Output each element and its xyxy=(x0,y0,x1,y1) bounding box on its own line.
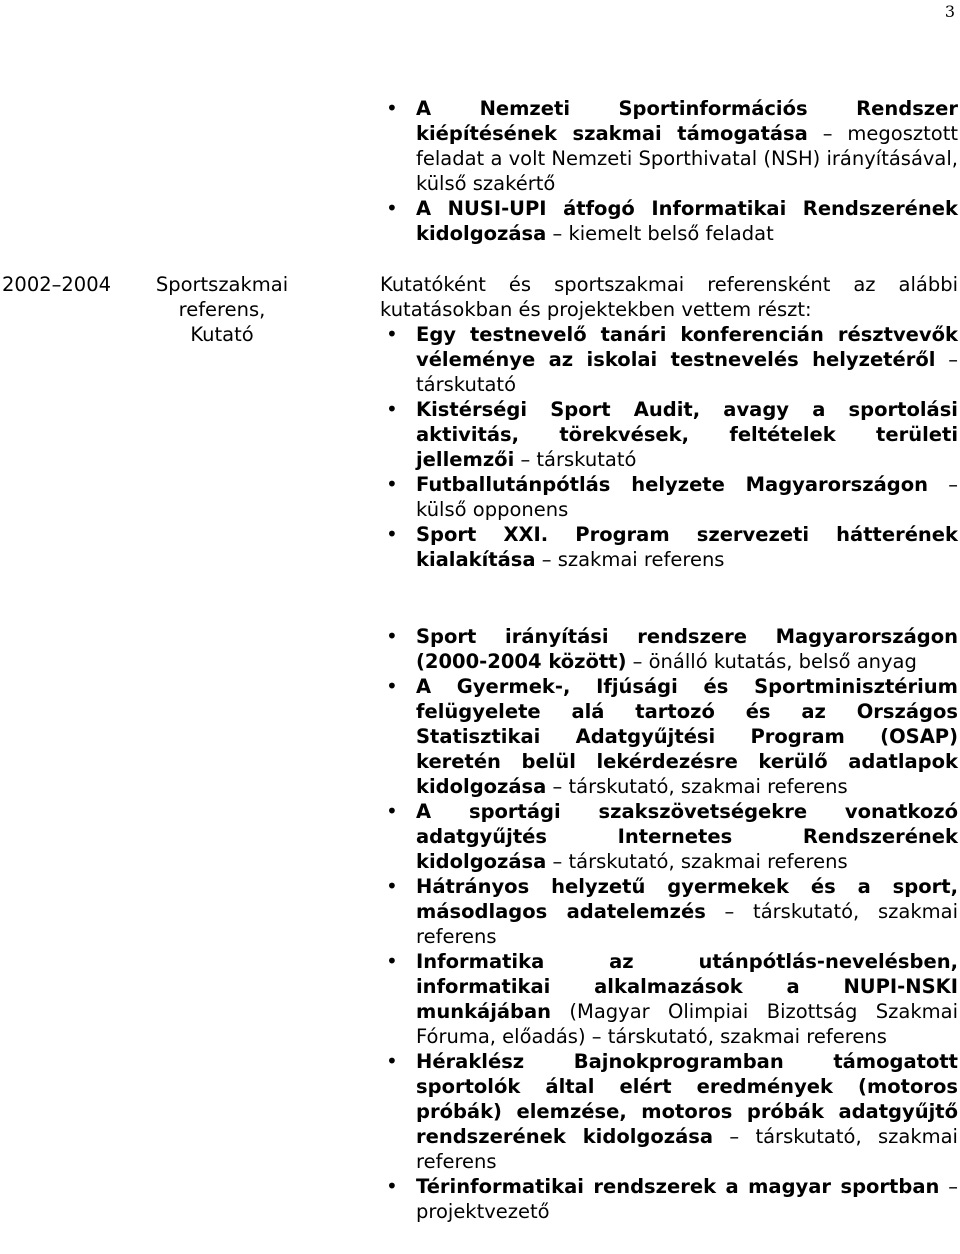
activity-title: Héraklész Bajnokprogramban támogatott sportolók által elért eredmények (motoros próbák) elemzése, motoros próbák adatgyűjtő rendszerének kidolgozása xyxy=(416,1050,958,1148)
activity-title: Egy testnevelő tanári konferencián résztvevők véleménye az iskolai testnevelés helyzetéről xyxy=(416,323,958,371)
activity-role: – szakmai referens xyxy=(535,548,725,571)
activity-role: – társkutató, szakmai referens xyxy=(546,775,848,798)
activity-role: – társkutató, szakmai referens xyxy=(416,1125,958,1173)
activity-item xyxy=(380,397,958,472)
cv-content xyxy=(380,272,958,572)
activity-title: Térinformatikai rendszerek a magyar sportban xyxy=(416,1175,940,1198)
entry-intro: Kutatóként és sportszakmai referensként az alábbi kutatásokban és projektekben vettem részt: xyxy=(380,273,958,321)
activity-role: (Magyar Olimpiai Bizottság Szakmai Fóruma, előadás) – társkutató, szakmai referens xyxy=(416,1000,958,1048)
activity-title: Hátrányos helyzetű gyermekek és a sport, másodlagos adatelemzés xyxy=(416,875,958,923)
activity-title: Futballutánpótlás helyzete Magyarországon xyxy=(416,473,929,496)
activity-title: Sport irányítási rendszere Magyarországon (2000-2004 között) xyxy=(416,625,958,673)
activity-item xyxy=(380,522,958,572)
activity-role: – projektvezető xyxy=(416,1175,958,1223)
activity-item xyxy=(380,1049,958,1174)
cv-content xyxy=(380,96,958,246)
activity-title: A sportági szakszövetségekre vonatkozó adatgyűjtés Internetes Rendszerének kidolgozása xyxy=(416,800,958,873)
entry-years: 2002–2004 xyxy=(2,273,112,296)
activity-title: Kistérségi Sport Audit, avagy a sportolási aktivitás, törekvések, feltételek területi jellemzői xyxy=(416,398,958,471)
activity-title: A Nemzeti Sportinformációs Rendszer kiépítésének szakmai támogatása xyxy=(416,97,958,145)
activity-title: Informatika az utánpótlás-nevelésben, informatikai alkalmazások a NUPI-NSKI munkájában xyxy=(416,950,958,1023)
activity-item xyxy=(380,1174,958,1224)
activity-title: A NUSI-UPI átfogó Informatikai Rendszerének kidolgozása xyxy=(416,197,958,245)
activity-list xyxy=(380,624,958,1224)
activity-title: Sport XXI. Program szervezeti hátterének kialakítása xyxy=(416,523,958,571)
activity-item xyxy=(380,674,958,799)
activity-item xyxy=(380,949,958,1049)
activity-item xyxy=(380,322,958,397)
entry-role: Sportszakmai referens, Kutató xyxy=(155,273,289,346)
activity-item xyxy=(380,96,958,196)
activity-role: – társkutató, szakmai referens xyxy=(416,900,958,948)
activity-role: – külső opponens xyxy=(416,473,958,521)
page-number: 3 xyxy=(944,2,955,21)
activity-role: – társkutató, szakmai referens xyxy=(546,850,848,873)
activity-item xyxy=(380,472,958,522)
cv-content xyxy=(380,624,958,1224)
activity-role: – megosztott feladat a volt Nemzeti Sporthivatal (NSH) irányításával, külső szakértő xyxy=(416,122,958,195)
activity-title: A Gyermek-, Ifjúsági és Sportminisztérium felügyelete alá tartozó és az Országos Statisztikai Adatgyűjtési Program (OSAP) keretén belül lekérdezésre kerülő adatlapok kidolgozása xyxy=(416,675,958,798)
activity-item xyxy=(380,624,958,674)
activity-role: – kiemelt belső feladat xyxy=(546,222,774,245)
activity-role: – társkutató xyxy=(416,348,959,396)
activity-role: – önálló kutatás, belső anyag xyxy=(626,650,917,673)
activity-item xyxy=(380,799,958,874)
activity-role: – társkutató xyxy=(514,448,637,471)
activity-item xyxy=(380,196,958,246)
activity-list xyxy=(380,322,958,572)
activity-item xyxy=(380,874,958,949)
activity-list xyxy=(380,96,958,246)
